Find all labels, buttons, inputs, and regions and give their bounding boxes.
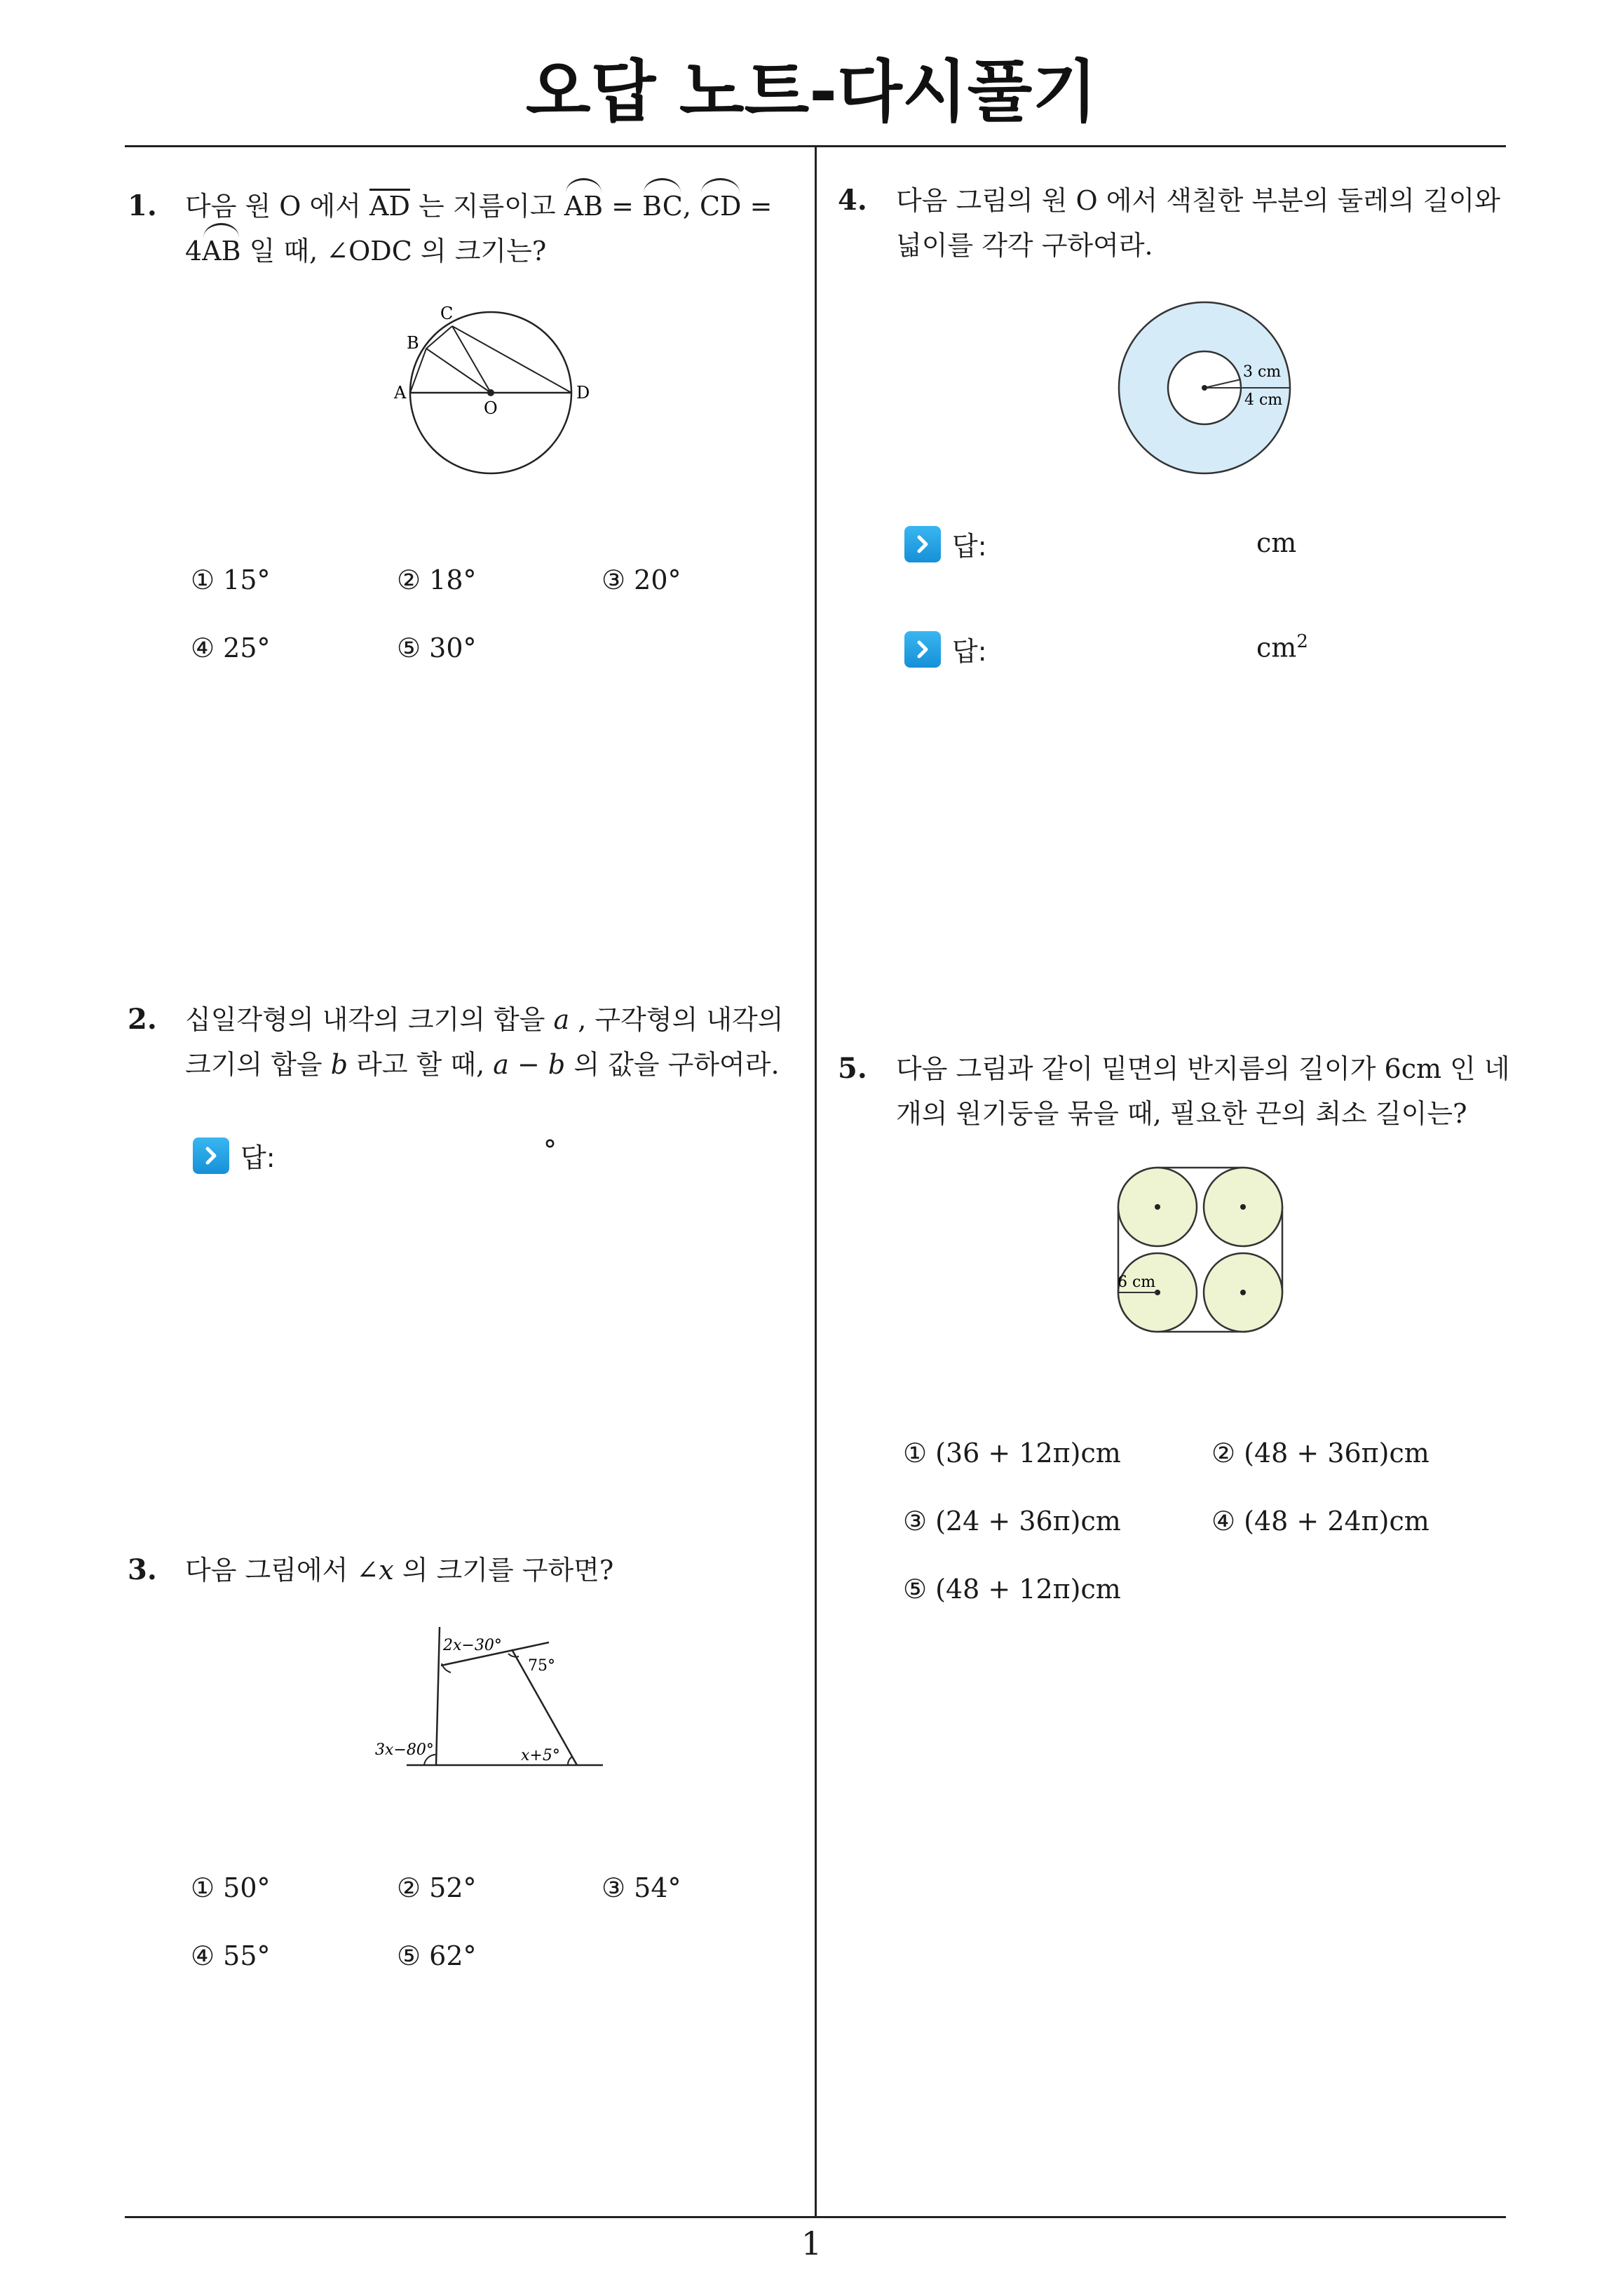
q3-label-top: 2x−30° xyxy=(443,1637,502,1654)
q3-text: 다음 그림에서 ∠x 의 크기를 구하면? xyxy=(185,1555,614,1586)
q1-choice-2[interactable]: ② 18° xyxy=(397,565,477,595)
q1-segment-ad: $\overline{AD}$ xyxy=(369,191,410,222)
q5-choice-2[interactable]: ② (48 + 36π)cm xyxy=(1211,1438,1430,1468)
q3-choice-2[interactable]: ② 52° xyxy=(397,1872,477,1903)
q5-choice-4[interactable]: ④ (48 + 24π)cm xyxy=(1211,1506,1430,1537)
q5-cylinders-figure xyxy=(1115,1164,1293,1343)
q1-arc-cd: CD xyxy=(700,184,742,229)
q4-answer-row-2 xyxy=(904,630,987,668)
q5-choice-5[interactable]: ⑤ (48 + 12π)cm xyxy=(903,1574,1121,1605)
q3-label-right: 75° xyxy=(528,1657,555,1675)
q1-text: 다음 원 O 에서 $\overline{AD}$ 는 지름이고 AB = BC, CD = 4AB 일 때, ∠ODC 의 크기는? xyxy=(185,184,802,274)
q4-answer-row-1 xyxy=(904,525,987,563)
chevron-right-icon xyxy=(193,1137,229,1174)
q3-number: 3. xyxy=(128,1553,157,1586)
chevron-right-icon xyxy=(904,631,941,668)
q1-arc-bc: BC xyxy=(642,184,683,229)
q1-choice-5[interactable]: ⑤ 30° xyxy=(397,633,477,663)
q2-text: 십일각형의 내각의 크기의 합을 a , 구각형의 내각의 크기의 합을 b 라고 할 때, a − b 의 값을 구하여라. xyxy=(185,1004,784,1080)
q2-answer-row xyxy=(193,1136,276,1175)
q1-arc-ab-2: AB xyxy=(202,229,240,274)
q4-answer-label-1: 답: xyxy=(952,531,987,562)
q5-choice-1[interactable]: ① (36 + 12π)cm xyxy=(903,1438,1121,1468)
q5-label-radius: 6 cm xyxy=(1118,1274,1156,1291)
q2-answer-label: 답: xyxy=(240,1142,276,1173)
q4-label-inner: 3 cm xyxy=(1243,363,1282,381)
q3-label-left: 3x−80° xyxy=(375,1741,434,1759)
q1-label-c: C xyxy=(440,304,454,323)
page-number: 1 xyxy=(801,2224,822,2262)
q1-label-a: A xyxy=(394,383,407,403)
q1-choice-3[interactable]: ③ 20° xyxy=(602,565,681,595)
q5-choice-3[interactable]: ③ (24 + 36π)cm xyxy=(903,1506,1121,1537)
q1-label-o: O xyxy=(484,398,498,418)
q3-choice-1[interactable]: ① 50° xyxy=(191,1872,271,1903)
q5-number: 5. xyxy=(838,1052,867,1085)
q3-label-bottom: x+5° xyxy=(521,1747,560,1764)
q3-choice-4[interactable]: ④ 55° xyxy=(191,1940,271,1971)
q4-number: 4. xyxy=(838,184,867,217)
column-divider xyxy=(815,145,817,2216)
q1-arc-ab: AB xyxy=(564,184,603,229)
q2-answer-unit: ° xyxy=(543,1135,557,1166)
q5-text: 다음 그림과 같이 밑면의 반지름의 길이가 6cm 인 네 개의 원기둥을 묶을 때, 필요한 끈의 최소 길이는? xyxy=(896,1053,1510,1129)
q3-choice-5[interactable]: ⑤ 62° xyxy=(397,1940,477,1971)
page-title: 오답 노트-다시풀기 xyxy=(525,53,1098,131)
q1-number: 1. xyxy=(128,189,157,222)
q4-answer-label-2: 답: xyxy=(952,636,987,667)
q1-choice-4[interactable]: ④ 25° xyxy=(191,633,271,663)
q4-answer-unit-1: cm xyxy=(1256,527,1297,558)
q4-ring-figure xyxy=(1111,298,1322,480)
q2-number: 2. xyxy=(128,1003,157,1036)
chevron-right-icon xyxy=(904,526,941,562)
q1-choice-1[interactable]: ① 15° xyxy=(191,565,271,595)
q3-polygon-figure xyxy=(375,1620,613,1781)
q1-circle-figure xyxy=(379,298,610,484)
bottom-divider xyxy=(125,2216,1506,2218)
q1-label-d: D xyxy=(576,383,590,403)
q4-label-outer: 4 cm xyxy=(1244,391,1283,409)
q1-label-b: B xyxy=(407,333,419,353)
q3-choice-3[interactable]: ③ 54° xyxy=(602,1872,681,1903)
q4-answer-unit-2: $cm^2$ xyxy=(1256,631,1308,663)
q4-text: 다음 그림의 원 O 에서 색칠한 부분의 둘레의 길이와 넓이를 각각 구하여라. xyxy=(896,185,1500,261)
